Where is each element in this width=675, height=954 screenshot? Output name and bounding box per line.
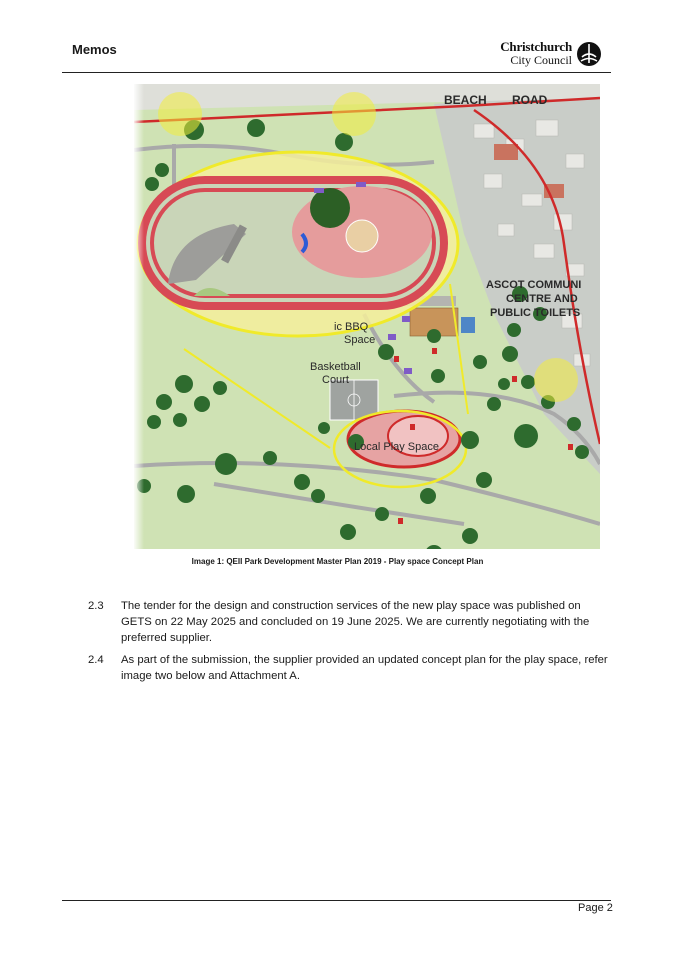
label-beach: BEACH <box>444 93 487 107</box>
logo-line-2: City Council <box>510 53 572 67</box>
paragraph-number: 2.3 <box>88 600 104 612</box>
label-local-play: Local Play Space <box>354 441 439 453</box>
label-bbq-1: ic BBQ <box>334 321 369 333</box>
label-ascot-3: PUBLIC TOILETS <box>490 307 581 319</box>
paragraph-text: The tender for the design and construction services of the new play space was published on GETS on 22 May 2025 and concluded on 19 June 2025. We are currently negotiating with the preferred supplier. <box>121 600 590 644</box>
label-road: ROAD <box>512 93 548 107</box>
paragraph-text: As part of the submission, the supplier provided an updated concept plan for the play space, refer image two below and Attachment A. <box>121 654 608 682</box>
label-ascot-2: CENTRE AND <box>506 293 578 305</box>
council-logo <box>498 40 602 68</box>
label-ascot-1: ASCOT COMMUNI <box>486 279 582 291</box>
council-logo-icon <box>576 41 602 67</box>
page-number: Page 2 <box>578 902 613 914</box>
logo-line-1: Christchurch <box>500 39 572 54</box>
paragraph-number: 2.4 <box>88 654 104 666</box>
footer-rule <box>62 900 611 901</box>
label-basketball-1: Basketball <box>310 361 361 373</box>
label-basketball-2: Court <box>322 374 349 386</box>
header-title: Memos <box>72 42 117 57</box>
figure-caption: Image 1: QEII Park Development Master Plan 2019 - Play space Concept Plan <box>191 557 484 566</box>
site-plan-image <box>134 84 600 549</box>
header-rule <box>62 72 611 73</box>
label-bbq-2: Space <box>344 334 376 346</box>
